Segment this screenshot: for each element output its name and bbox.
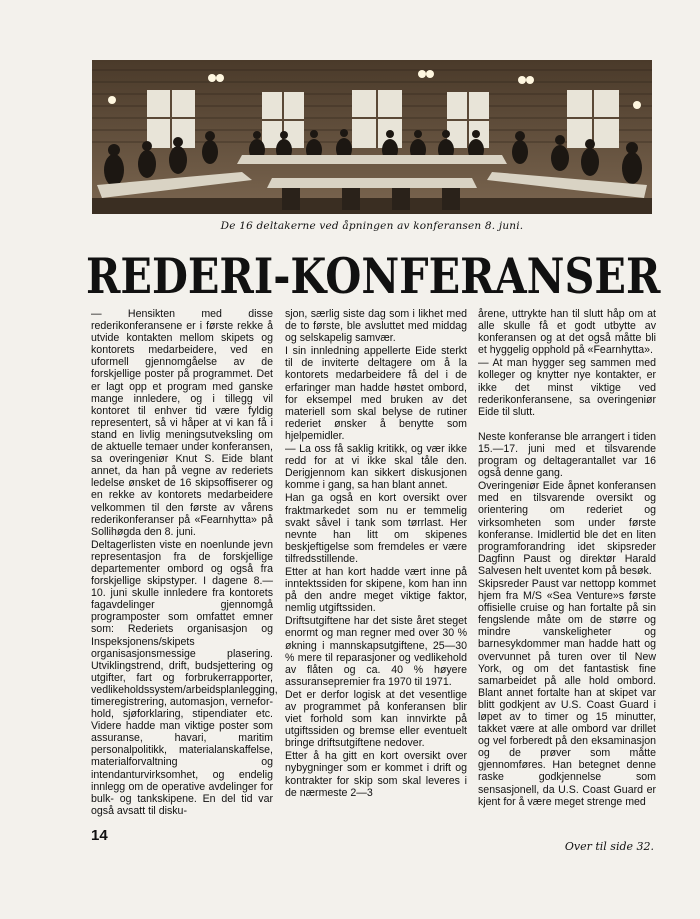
paragraph: Skipsreder Paust var nettopp kommet hjem fra M/S «Sea Venture»s første offisielle cruise og han fortalte på sin fengslende måte om de større og mindre vanskeligheter og barnesykdommer man hadde hatt og overvunnet på turen over til New York, og om det fantastisk fine samarbeidet på alle hold ombord. Blant annet fortalte han at skipet var blitt godkjent av U.S. Coast Guard i løpet av to timer og 15 minutter, takket være at alle ombord var drillet og vel forberedt på den eksaminasjon og de prøver som måtte gjennomføres. Han betegnet denne raske godkjennelse som sensasjonell, da U.S. Coast Guard er kjent for å være meget strenge med: [478, 577, 656, 808]
paragraph: — Hensikten med disse rederikonferansene er i første rekke å utvide kontakten mellom skipets og kontorets medarbeidere, ved en uformell gjennomgåelse av de forskjellige poster på programmet. Det er lagt opp et program med ganske mange innledere, og i tillegg vil kontoret til enhver tid være fyldig representert, så vi håper at vi kan få i stand en livlig meningsutveksling om de aktuelle temaer under konferansen, sa overingeniør Knut S. Eide blant annet, da han på vegne av rederiets ledelse ønsket de 16 skipsoffiserer og en rekke av kontorets medarbeidere velkommen til den første av vårens rederikonferanser på «Fearnhytta» på Sollihøgda den 8. juni.: [91, 308, 273, 538]
paragraph: Det er derfor logisk at det vesentlige av programmet på konferansen blir viet forhold som kan innvirkte på utgiftssiden og bremse eller eventuelt bringe driftsutgiftene nedover.: [285, 688, 467, 750]
paragraph: Deltagerlisten viste en noenlunde jevn representasjon fra de forskjellige departementer ombord og også fra forskjellige skipstyper. I dagene 8.—10. juni skulle innledere fra kontorets fagavdelinger gjennomgå programposter som omfattet emner som: Rederiets organisasjon og Inspeksjonens/skipets organisasjonsmessige plasering. Utviklingstrend, drift, budsjettering og utgifter, fart og forbrukerrapporter, vedlikeholdssystem/arbeidsplanlegging, timeregistrering, automasjon, vernefor-hold, sjøforklaring, stipendiater etc. Videre hadde man viktige poster som assuranse, havari, maritim personalpolitikk, materialanskaffelse, materialforvaltning og intendanturvirksomhet, og endelig innlegg om de operative avdelinger for bulk- og tankskipene. En del tid var også avsatt til disku-: [91, 538, 278, 817]
photo-caption: De 16 deltakerne ved åpningen av konferansen 8. juni.: [220, 220, 524, 232]
article-headline: REDERI-KONFERANSER: [86, 247, 661, 305]
paragraph: Etter å ha gitt en kort oversikt over nybygninger som er kommet i drift og kontrakter for skip som skal leveres i de nærmeste 2—3: [285, 750, 467, 799]
column-3: [478, 308, 656, 808]
paragraph: Driftsutgiftene har det siste året steget enormt og man regner med over 30 % økning i mannskapsutgiftene, 25—30 % mere til reparasjoner og vedlikehold av flåten og ca. 40 % høyere assuransepremier fra 1970 til 1971.: [285, 615, 467, 688]
column-1: [91, 308, 278, 817]
paragraph: sjon, særlig siste dag som i likhet med de to første, ble avsluttet med middag og selskapelig samvær.: [285, 308, 467, 345]
page-number: 14: [91, 827, 108, 844]
paragraph: — At man hygger seg sammen med kolleger og knytter nye kontakter, er ikke det minst viktige ved rederikonferansene, sa overingeniør Eide til slutt.: [478, 357, 656, 418]
paragraph: I sin innledning appellerte Eide sterkt til de inviterte deltagere om å la kontorets medarbeidere få del i de erfaringer man hadde høstet ombord, for eksempel med bruken av det materiell som skal belyse de rutiner rederiet ønsker å benytte som hjelpemidler.: [285, 345, 467, 442]
paragraph: Neste konferanse ble arrangert i tiden 15.—17. juni med et tilsvarende program og deltagerantallet var 16 også denne gang.: [478, 430, 656, 480]
paragraph: årene, uttrykte han til slutt håp om at alle skulle få et godt utbytte av konferansen og at det også måtte bli et hyggelig opphold på «Fearnhytta».: [478, 308, 656, 357]
column-2: [285, 308, 467, 799]
group-photo: [92, 60, 652, 214]
paragraph: Etter at han kort hadde vært inne på inntektssiden for skipene, kom han inn på den andre meget viktige faktor, nemlig utgiftssiden.: [285, 565, 467, 615]
continued-note: Over til side 32.: [564, 840, 654, 853]
paragraph: Han ga også en kort oversikt over fraktmarkedet som nu er temmelig svakt såvel i tank som tørrlast. Her nevnte han litt om skipenes beskjeftigelse som fremdeles er være tilfredsstillende.: [285, 492, 467, 565]
conference-room-photo: [92, 60, 652, 214]
paragraph: — La oss få saklig kritikk, og vær ikke redd for at vi ikke skal tåle den. Derigjennom kan sikkert diskusjonen komme i gang, sa han blant annet.: [285, 443, 467, 492]
paragraph: Overingeniør Eide åpnet konferansen med en tilsvarende oversikt og orientering om rederiet og virksomheten som under første konferanse. Imidlertid ble det en liten programforandring idet skipsreder Dagfinn Paust og direktør Harald Salvesen helt uventet kom på besøk.: [478, 480, 656, 577]
